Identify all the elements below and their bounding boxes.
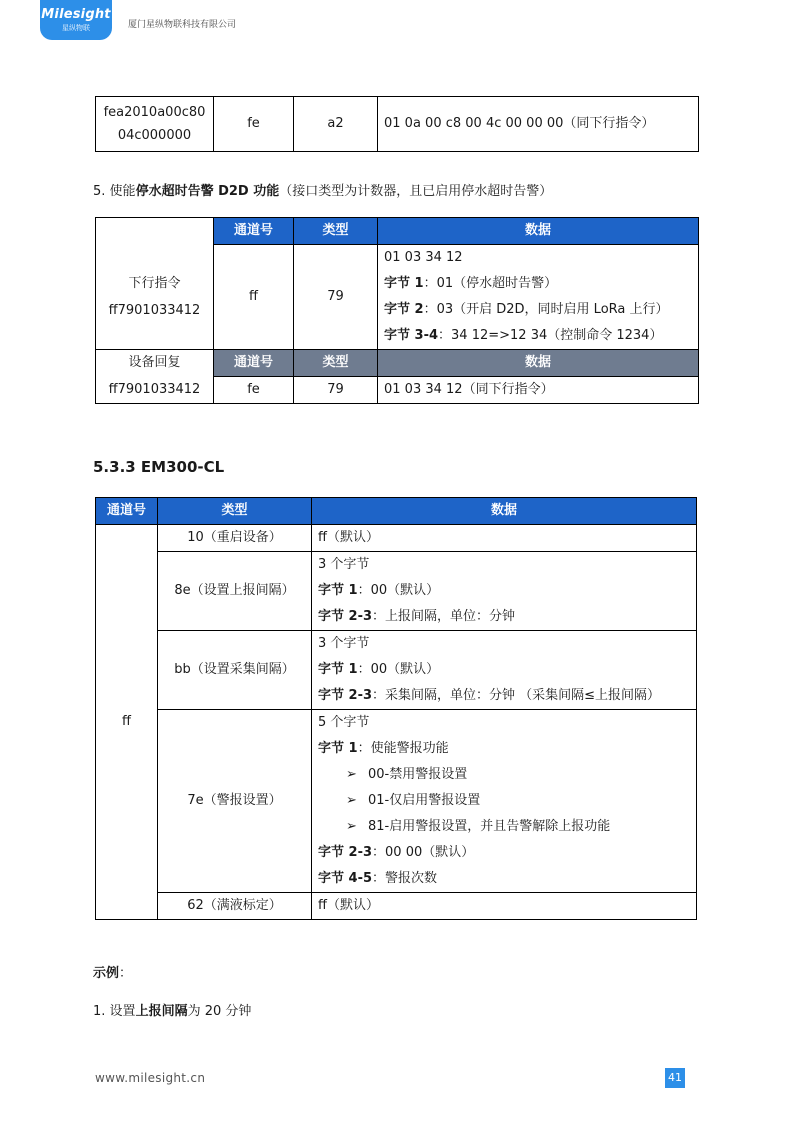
r1-data: ff（默认） [312,525,697,552]
reply-head-data: 数据 [378,350,699,377]
section-5-pre: 使能 [109,184,136,199]
channel-cell: fe [214,97,294,152]
down-data-byte1: 字节 1：01（停水超时告警） [384,276,558,291]
down-data-byte2: 字节 2：03（开启 D2D，同时启用 LoRa 上行） [384,302,669,317]
section-5-num: 5. [93,184,106,199]
arrow-icon: ➢ [346,767,357,782]
code-line2: 04c000000 [117,128,192,143]
arrow-icon: ➢ [346,819,357,834]
r3-type: bb（设置采集间隔） [158,631,312,710]
head-channel: 通道号 [214,218,294,245]
down-label-cell [96,245,214,350]
logo-brand: Milesight [41,7,111,22]
milesight-logo [40,0,112,40]
head-type: 类型 [294,218,378,245]
r4-type: 7e（警报设置） [158,710,312,893]
logo-sub: 星纵物联 [62,24,90,32]
down-data-line1: 01 03 34 12 [384,250,463,265]
reply-label: 设备回复 [96,350,214,377]
arrow-icon: ➢ [346,793,357,808]
section-533-title: 5.3.3 EM300-CL [93,458,225,476]
r2-data: 3 个字节 字节 1：00（默认） 字节 2-3：上报间隔，单位：分钟 [312,552,697,631]
section-5-post: （接口类型为计数器，且已启用停水超时告警） [279,184,553,199]
data-cell: 01 0a 00 c8 00 4c 00 00 00（同下行指令） [378,97,699,152]
head-data: 数据 [378,218,699,245]
r5-type: 62（满液标定） [158,893,312,920]
table-example-fea2 [95,96,699,152]
down-channel: ff [214,245,294,350]
down-code: ff7901033412 [108,302,201,318]
code-line1: fea2010a00c80 [103,105,206,120]
r4-option-3: ➢ 81-启用警报设置，并且告警解除上报功能 [318,814,690,840]
r4-option-2: ➢ 01-仅启用警报设置 [318,788,690,814]
head-data: 数据 [312,498,697,525]
down-data [378,245,699,350]
r3-data: 3 个字节 字节 1：00（默认） 字节 2-3：采集间隔，单位：分钟 （采集间隔≤上报间隔） [312,631,697,710]
reply-head-channel: 通道号 [214,350,294,377]
r4-data: 5 个字节 字节 1：使能警报功能 ➢ 00-禁用警报设置 ➢ 01-仅启用警报设置 ➢ 81-启用警报设置，并且告警解除上报功能 字节 2-3：00 00（默认） 字节 4-5：警报次数 [312,710,697,893]
down-label: 下行指令 [128,275,181,291]
r4-option-1: ➢ 00-禁用警报设置 [318,762,690,788]
code-cell [96,97,214,152]
r1-type: 10（重启设备） [158,525,312,552]
table-em300-cl [95,497,697,920]
r5-data: ff（默认） [312,893,697,920]
down-data-byte3: 字节 3-4：34 12=>12 34（控制命令 1234） [384,328,663,343]
reply-code: ff7901033412 [96,377,214,404]
table-d2d [95,217,699,404]
head-type: 类型 [158,498,312,525]
empty-head [96,218,214,245]
example-item-1: 1. 设置上报间隔为 20 分钟 [93,1004,252,1019]
type-cell: a2 [294,97,378,152]
page-number: 41 [665,1068,685,1088]
reply-data: 01 03 34 12（同下行指令） [378,377,699,404]
reply-type: 79 [294,377,378,404]
section-5-bold: 停水超时告警 D2D 功能 [135,184,280,199]
head-channel: 通道号 [96,498,158,525]
footer-url: www.milesight.cn [95,1071,206,1085]
section-5-heading [93,180,552,199]
example-heading [93,962,132,981]
company-name: 厦门星纵物联科技有限公司 [128,20,237,30]
channel-ff: ff [96,525,158,920]
reply-channel: fe [214,377,294,404]
example-colon: ： [119,966,133,981]
r2-type: 8e（设置上报间隔） [158,552,312,631]
down-type: 79 [294,245,378,350]
example-label: 示例 [93,966,120,981]
reply-head-type: 类型 [294,350,378,377]
